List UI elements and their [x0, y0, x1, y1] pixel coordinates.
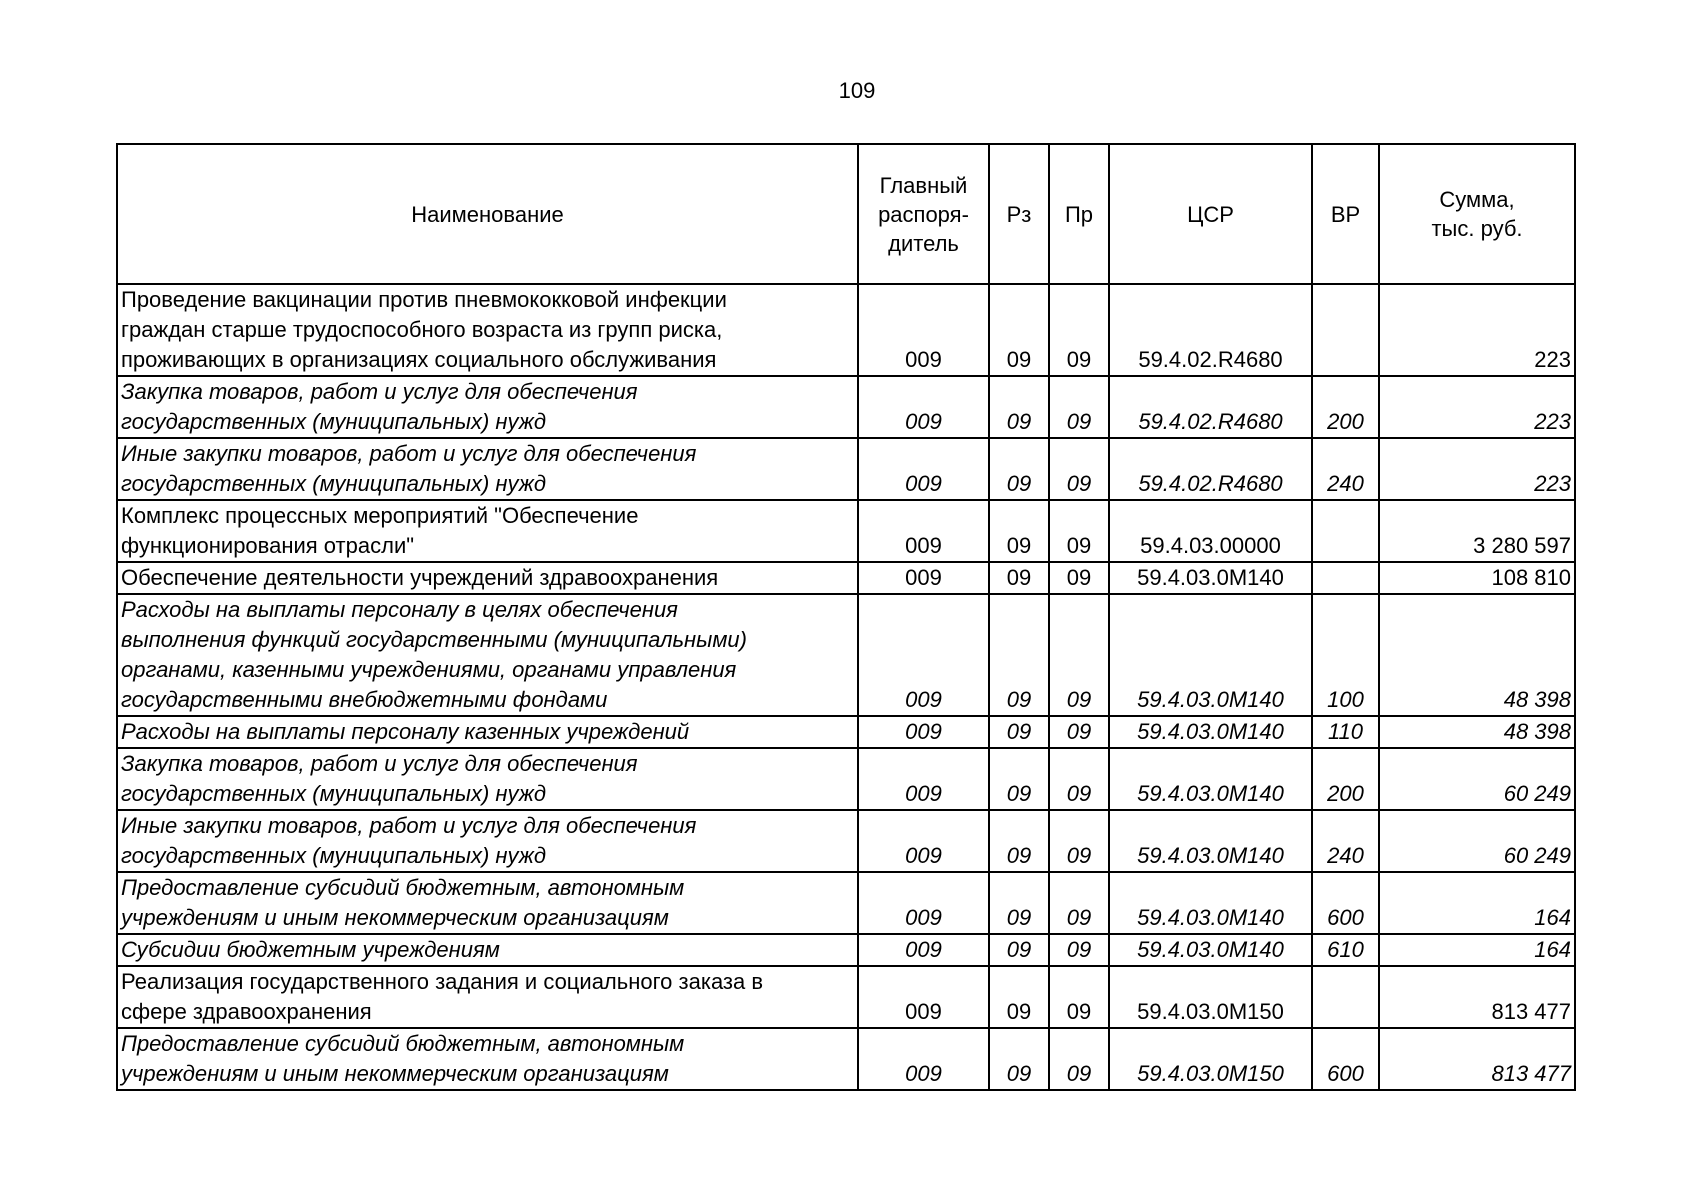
cell-expense-type: 200: [1312, 376, 1379, 438]
cell-target-article: 59.4.02.R4680: [1109, 376, 1312, 438]
cell-section: 09: [989, 562, 1049, 594]
cell-name-line: Иные закупки товаров, работ и услуг для обеспечения: [121, 441, 697, 466]
cell-name-line: государственных (муниципальных) нужд: [121, 843, 547, 868]
cell-main-manager: 009: [858, 872, 989, 934]
cell-section: 09: [989, 934, 1049, 966]
cell-name: [117, 1028, 858, 1090]
cell-name-line: Иные закупки товаров, работ и услуг для обеспечения: [121, 813, 697, 838]
cell-name-line: Закупка товаров, работ и услуг для обеспечения: [121, 379, 638, 404]
header-main-manager-line: Главный: [879, 172, 968, 198]
table-row: [117, 284, 1575, 376]
cell-name: [117, 810, 858, 872]
cell-sum: 164: [1379, 934, 1575, 966]
cell-section: 09: [989, 594, 1049, 716]
cell-name-line: выполнения функций государственными (муниципальными): [121, 627, 747, 652]
cell-subsection: 09: [1049, 376, 1109, 438]
cell-subsection: 09: [1049, 594, 1109, 716]
cell-name: [117, 716, 858, 748]
cell-section: 09: [989, 716, 1049, 748]
cell-subsection: 09: [1049, 562, 1109, 594]
cell-name-line: государственных (муниципальных) нужд: [121, 409, 547, 434]
cell-name-line: Предоставление субсидий бюджетным, автономным: [121, 1031, 685, 1056]
cell-target-article: 59.4.03.0М150: [1109, 1028, 1312, 1090]
cell-name-line: Обеспечение деятельности учреждений здравоохранения: [121, 565, 719, 590]
table-row: [117, 1028, 1575, 1090]
cell-name: [117, 376, 858, 438]
cell-main-manager: 009: [858, 810, 989, 872]
cell-expense-type: 240: [1312, 438, 1379, 500]
cell-subsection: 09: [1049, 872, 1109, 934]
cell-expense-type: 600: [1312, 872, 1379, 934]
cell-section: 09: [989, 500, 1049, 562]
budget-table: [116, 143, 1576, 1091]
table-row: [117, 376, 1575, 438]
cell-section: 09: [989, 810, 1049, 872]
cell-main-manager: 009: [858, 934, 989, 966]
cell-name-line: учреждениям и иным некоммерческим организациям: [121, 1061, 669, 1086]
table-row: [117, 748, 1575, 810]
header-target-article: ЦСР: [1109, 144, 1312, 284]
cell-name: [117, 284, 858, 376]
cell-expense-type: [1312, 284, 1379, 376]
table-row: [117, 438, 1575, 500]
cell-name-line: проживающих в организациях социального обслуживания: [121, 347, 717, 372]
cell-sum: 164: [1379, 872, 1575, 934]
header-sum-line: Сумма,: [1439, 187, 1515, 212]
cell-expense-type: [1312, 562, 1379, 594]
cell-expense-type: 610: [1312, 934, 1379, 966]
cell-target-article: 59.4.03.0М140: [1109, 594, 1312, 716]
cell-expense-type: [1312, 966, 1379, 1028]
header-main-manager-line: дитель: [888, 230, 959, 256]
cell-target-article: 59.4.03.0М140: [1109, 934, 1312, 966]
cell-main-manager: 009: [858, 966, 989, 1028]
cell-name-line: Предоставление субсидий бюджетным, автономным: [121, 875, 685, 900]
table-row: [117, 562, 1575, 594]
cell-main-manager: 009: [858, 562, 989, 594]
header-main-manager: [858, 144, 989, 284]
cell-sum: 48 398: [1379, 716, 1575, 748]
header-section: Рз: [989, 144, 1049, 284]
cell-sum: 48 398: [1379, 594, 1575, 716]
cell-section: 09: [989, 872, 1049, 934]
cell-name: [117, 438, 858, 500]
cell-name-line: Закупка товаров, работ и услуг для обеспечения: [121, 751, 638, 776]
cell-subsection: 09: [1049, 748, 1109, 810]
cell-section: 09: [989, 748, 1049, 810]
cell-name-line: Расходы на выплаты персоналу в целях обеспечения: [121, 597, 678, 622]
table-row: [117, 934, 1575, 966]
cell-name: [117, 748, 858, 810]
cell-expense-type: [1312, 500, 1379, 562]
cell-subsection: 09: [1049, 716, 1109, 748]
cell-main-manager: 009: [858, 284, 989, 376]
cell-name-line: Реализация государственного задания и социального заказа в: [121, 969, 764, 994]
cell-target-article: 59.4.02.R4680: [1109, 284, 1312, 376]
table-row: [117, 966, 1575, 1028]
header-subsection: Пр: [1049, 144, 1109, 284]
cell-name-line: государственными внебюджетными фондами: [121, 687, 608, 712]
cell-name-line: государственных (муниципальных) нужд: [121, 471, 547, 496]
cell-name-line: органами, казенными учреждениями, органами управления: [121, 657, 737, 682]
cell-expense-type: 110: [1312, 716, 1379, 748]
cell-section: 09: [989, 284, 1049, 376]
table-row: [117, 810, 1575, 872]
cell-sum: 60 249: [1379, 748, 1575, 810]
cell-target-article: 59.4.02.R4680: [1109, 438, 1312, 500]
cell-name-line: Проведение вакцинации против пневмококковой инфекции: [121, 287, 727, 312]
page-number: 109: [838, 78, 876, 103]
cell-main-manager: 009: [858, 500, 989, 562]
cell-name: [117, 872, 858, 934]
cell-subsection: 09: [1049, 966, 1109, 1028]
cell-expense-type: 240: [1312, 810, 1379, 872]
header-main-manager-line: распоря-: [878, 201, 969, 227]
cell-target-article: 59.4.03.0М140: [1109, 810, 1312, 872]
header-sum: [1379, 144, 1575, 284]
cell-section: 09: [989, 376, 1049, 438]
table-row: [117, 872, 1575, 934]
cell-subsection: 09: [1049, 810, 1109, 872]
cell-expense-type: 100: [1312, 594, 1379, 716]
cell-target-article: 59.4.03.0М140: [1109, 716, 1312, 748]
table-row: [117, 716, 1575, 748]
cell-main-manager: 009: [858, 1028, 989, 1090]
cell-name: [117, 594, 858, 716]
cell-sum: 813 477: [1379, 1028, 1575, 1090]
cell-subsection: 09: [1049, 934, 1109, 966]
header-name: Наименование: [117, 144, 858, 284]
cell-sum: 813 477: [1379, 966, 1575, 1028]
cell-subsection: 09: [1049, 284, 1109, 376]
cell-name-line: Субсидии бюджетным учреждениям: [121, 937, 500, 962]
table-row: [117, 500, 1575, 562]
cell-main-manager: 009: [858, 438, 989, 500]
cell-target-article: 59.4.03.0М140: [1109, 872, 1312, 934]
cell-name-line: государственных (муниципальных) нужд: [121, 781, 547, 806]
cell-sum: 3 280 597: [1379, 500, 1575, 562]
cell-section: 09: [989, 966, 1049, 1028]
cell-name: [117, 934, 858, 966]
header-sum-line: тыс. руб.: [1431, 216, 1523, 241]
cell-sum: 60 249: [1379, 810, 1575, 872]
cell-name-line: функционирования отрасли": [121, 533, 415, 558]
cell-main-manager: 009: [858, 594, 989, 716]
cell-name: [117, 500, 858, 562]
cell-name-line: учреждениям и иным некоммерческим организациям: [121, 905, 669, 930]
cell-name-line: сфере здравоохранения: [121, 999, 372, 1024]
cell-target-article: 59.4.03.0М140: [1109, 562, 1312, 594]
table-row: [117, 594, 1575, 716]
cell-subsection: 09: [1049, 1028, 1109, 1090]
cell-name: [117, 966, 858, 1028]
cell-subsection: 09: [1049, 500, 1109, 562]
cell-sum: 223: [1379, 438, 1575, 500]
cell-target-article: 59.4.03.0М140: [1109, 748, 1312, 810]
cell-section: 09: [989, 1028, 1049, 1090]
cell-sum: 223: [1379, 376, 1575, 438]
cell-name-line: Расходы на выплаты персоналу казенных учреждений: [121, 719, 690, 744]
cell-name: [117, 562, 858, 594]
cell-target-article: 59.4.03.00000: [1109, 500, 1312, 562]
cell-name-line: Комплекс процессных мероприятий "Обеспечение: [121, 503, 639, 528]
cell-sum: 108 810: [1379, 562, 1575, 594]
cell-section: 09: [989, 438, 1049, 500]
table-body: [117, 284, 1575, 1090]
table-header-row: [117, 144, 1575, 284]
cell-sum: 223: [1379, 284, 1575, 376]
cell-expense-type: 600: [1312, 1028, 1379, 1090]
cell-target-article: 59.4.03.0М150: [1109, 966, 1312, 1028]
cell-subsection: 09: [1049, 438, 1109, 500]
cell-name-line: граждан старше трудоспособного возраста из групп риска,: [121, 317, 723, 342]
cell-main-manager: 009: [858, 376, 989, 438]
cell-main-manager: 009: [858, 716, 989, 748]
header-expense-type: ВР: [1312, 144, 1379, 284]
cell-main-manager: 009: [858, 748, 989, 810]
cell-expense-type: 200: [1312, 748, 1379, 810]
